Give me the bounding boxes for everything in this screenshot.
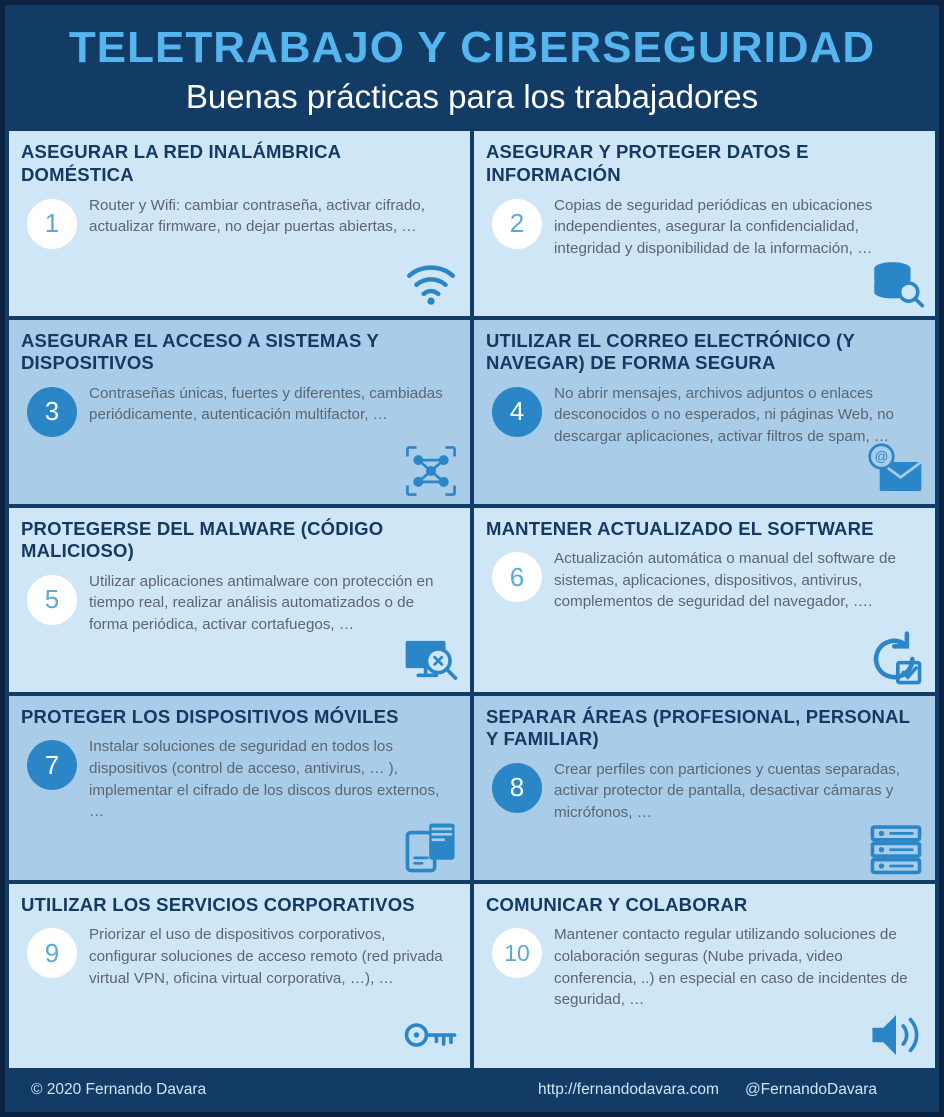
tip-number-badge: 7 xyxy=(27,740,77,790)
tip-body xyxy=(21,569,458,636)
tip-title: PROTEGERSE DEL MALWARE (CÓDIGO MALICIOSO) xyxy=(21,517,384,562)
tip-description: Copias de seguridad periódicas en ubicaciones independientes, asegurar la confidencialidad, integridad y disponibilidad de la información, … xyxy=(554,196,873,257)
tip-number-badge: 5 xyxy=(27,575,77,625)
tip-card-10 xyxy=(474,884,935,1068)
tip-card-1 xyxy=(9,131,470,315)
key-icon xyxy=(402,1006,460,1064)
tip-description: Contraseñas únicas, fuertes y diferentes, cambiadas periódicamente, autenticación multifactor, … xyxy=(89,384,443,424)
tip-card-6 xyxy=(474,508,935,692)
tip-title: UTILIZAR LOS SERVICIOS CORPORATIVOS xyxy=(21,893,415,915)
tip-body xyxy=(21,381,458,437)
tip-number-badge: 9 xyxy=(27,928,77,978)
tip-body xyxy=(486,381,923,448)
tip-body xyxy=(21,193,458,249)
tip-body xyxy=(486,193,923,260)
tip-number-badge: 2 xyxy=(492,199,542,249)
monitor-scan-icon xyxy=(402,630,460,688)
tip-body xyxy=(486,757,923,824)
tip-description: Actualización automática o manual del software de sistemas, aplicaciones, dispositivos, antivirus, complementos de seguridad del navegador, …. xyxy=(554,550,896,611)
network-nodes-icon xyxy=(402,442,460,500)
copyright-text: © 2020 Fernando Davara xyxy=(31,1081,207,1098)
tip-title: PROTEGER LOS DISPOSITIVOS MÓVILES xyxy=(21,705,399,727)
database-search-icon xyxy=(867,254,925,312)
tip-card-4 xyxy=(474,320,935,504)
tip-title: ASEGURAR LA RED INALÁMBRICA DOMÉSTICA xyxy=(21,141,341,186)
tip-description: Utilizar aplicaciones antimalware con protección en tiempo real, realizar análisis automatizados o de forma periódica, activar cortafuegos, … xyxy=(89,572,434,633)
tip-body xyxy=(486,922,923,1010)
mobile-devices-icon xyxy=(402,818,460,876)
tip-number-badge: 3 xyxy=(27,387,77,437)
tip-card-3 xyxy=(9,320,470,504)
speaker-sound-icon xyxy=(867,1006,925,1064)
poster-header xyxy=(5,5,939,131)
tip-title: COMUNICAR Y COLABORAR xyxy=(486,893,748,915)
tip-number-badge: 8 xyxy=(492,763,542,813)
tip-description: No abrir mensajes, archivos adjuntos o enlaces desconocidos o no esperados, ni páginas Web, no descargar aplicaciones, activar filtros de spam, … xyxy=(554,384,894,445)
email-at-icon xyxy=(867,442,925,500)
tip-title: ASEGURAR Y PROTEGER DATOS E INFORMACIÓN xyxy=(486,141,809,186)
tip-number-badge: 10 xyxy=(492,928,542,978)
server-partitions-icon xyxy=(867,818,925,876)
tip-title: SEPARAR ÁREAS (PROFESIONAL, PERSONAL Y FAMILIAR) xyxy=(486,705,910,750)
poster-footer xyxy=(5,1068,939,1112)
tip-description: Crear perfiles con particiones y cuentas separadas, activar protector de pantalla, desactivar cámaras y micrófonos, … xyxy=(554,760,901,822)
tip-number-badge: 6 xyxy=(492,552,542,602)
tip-card-5 xyxy=(9,508,470,692)
tip-card-8 xyxy=(474,696,935,880)
page-subtitle: Buenas prácticas para los trabajadores xyxy=(185,78,759,116)
tip-body xyxy=(21,734,458,822)
tip-description: Mantener contacto regular utilizando soluciones de colaboración seguras (Nube privada, video conferencia, ..) en especial en caso de incidentes de seguridad, … xyxy=(554,926,908,1009)
tip-title: UTILIZAR EL CORREO ELECTRÓNICO (Y NAVEGAR) DE FORMA SEGURA xyxy=(486,329,855,374)
svg-text:@: @ xyxy=(874,448,889,464)
tip-description: Instalar soluciones de seguridad en todos los dispositivos (control de acceso, antivirus, … ), implementar el cifrado de los discos duros externos, … xyxy=(89,738,440,821)
tip-description: Router y Wifi: cambiar contraseña, activar cifrado, actualizar firmware, no dejar puertas abiertas, … xyxy=(89,196,425,236)
update-refresh-icon xyxy=(867,630,925,688)
page-title: TELETRABAJO Y CIBERSEGURIDAD xyxy=(68,23,876,72)
website-link[interactable]: http://fernandodavara.com xyxy=(537,1081,719,1098)
tip-body xyxy=(21,922,458,989)
social-handle[interactable]: @FernandoDavara xyxy=(744,1081,877,1098)
tip-title: MANTENER ACTUALIZADO EL SOFTWARE xyxy=(486,517,874,539)
tip-card-2 xyxy=(474,131,935,315)
tip-card-9 xyxy=(9,884,470,1068)
tips-grid xyxy=(5,131,939,1068)
tip-title: ASEGURAR EL ACCESO A SISTEMAS Y DISPOSITIVOS xyxy=(21,329,379,374)
tip-number-badge: 1 xyxy=(27,199,77,249)
wifi-icon xyxy=(402,254,460,312)
tip-body xyxy=(486,546,923,613)
tip-card-7 xyxy=(9,696,470,880)
tip-description: Priorizar el uso de dispositivos corporativos, configurar soluciones de acceso remoto (red privada virtual VPN, oficina virtual corporativa, …), … xyxy=(89,926,443,987)
tip-number-badge: 4 xyxy=(492,387,542,437)
